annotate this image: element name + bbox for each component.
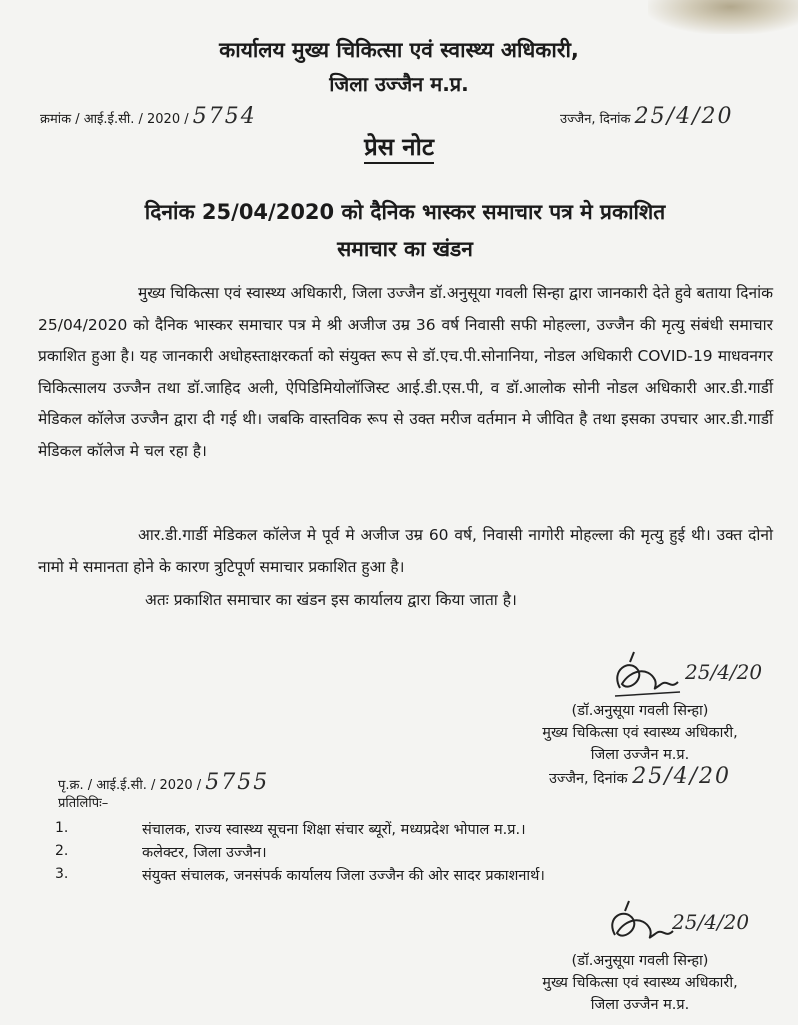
- signatory-name: (डॉ.अनुसूया गवली सिन्हा): [571, 953, 709, 969]
- header-date-line: [560, 104, 733, 129]
- signatory-name: (डॉ.अनुसूया गवली सिन्हा): [571, 703, 709, 719]
- body-paragraph-1: मुख्य चिकित्सा एवं स्वास्थ्य अधिकारी, जिला उज्जैन डॉ.अनुसूया गवली सिन्हा द्वारा जानकारी देते हुवे बताया दिनांक 25/04/2020 को दैनिक भास्कर समाचार पत्र मे श्री अजीज उम्र 36 वर्ष निवासी सफी मोहल्ला, उज्जैन की मृत्यु संबंधी समाचार प्रकाशित हुआ है। यह जानकारी अधोहस्ताक्षरकर्ता को संयुक्त रूप से डॉ.एच.पी.सोनानिया, नोडल अधिकारी COVID-19 माधवनगर चिकित्सालय उज्जैन तथा डॉ.जाहिद अली, ऐपिडिमियोलॉजिस्ट आई.डी.एस.पी, व डॉ.आलोक सोनी नोडल अधिकारी आर.डी.गार्डी मेडिकल कॉलेज उज्जैन द्वारा दी गई थी। जबकि वास्तविक रूप से उक्त मरीज वर्तमान मे जीवित है तथा इसका उपचार आर.डी.गार्डी मेडिकल कॉलेज मे चल रहा है।: [38, 284, 773, 460]
- reference-number: 5754: [192, 104, 257, 129]
- body-paragraph-2: आर.डी.गार्डी मेडिकल कॉलेज मे पूर्व मे अजीज उम्र 60 वर्ष, निवासी नागोरी मोहल्ला की मृत्यु हुई थी। उक्त दोनो नामो मे समानता होने के कारण त्रुटिपूर्ण समाचार प्रकाशित हुआ है।: [38, 526, 773, 576]
- header-date-value: 25/4/20: [634, 104, 734, 129]
- copy-heading: प्रतिलिपिः–: [58, 796, 109, 811]
- copy-item-number: 3.: [55, 866, 69, 882]
- press-note-title: प्रेस नोट: [364, 133, 434, 164]
- office-title: कार्यालय मुख्य चिकित्सा एवं स्वास्थ्य अधिकारी,: [219, 38, 579, 62]
- body-paragraph-3: अतः प्रकाशित समाचार का खंडन इस कार्यालय द्वारा किया जाता है।: [145, 591, 517, 609]
- subject-line-1: दिनांक 25/04/2020 को दैनिक भास्कर समाचार पत्र मे प्रकाशित: [144, 200, 666, 224]
- signatory-designation: मुख्य चिकित्सा एवं स्वास्थ्य अधिकारी,: [542, 725, 738, 741]
- subject-line-2: समाचार का खंडन: [337, 237, 473, 261]
- copy-reference-line: [58, 770, 269, 795]
- copy-item-number: 1.: [55, 820, 69, 836]
- scan-smudge: [648, 0, 798, 34]
- signature-block-2: [500, 950, 780, 1016]
- signature-block-1: [500, 700, 780, 790]
- reference-line: [40, 104, 257, 129]
- signatory-designation: मुख्य चिकित्सा एवं स्वास्थ्य अधिकारी,: [542, 975, 738, 991]
- signature-date-prefix: उज्जैन, दिनांक: [548, 771, 628, 787]
- header-date-prefix: उज्जैन, दिनांक: [560, 112, 631, 127]
- copy-reference-number: 5755: [205, 770, 270, 795]
- signature-2-date: 25/4/20: [672, 910, 750, 934]
- document-title: [0, 130, 798, 163]
- office-district: जिला उज्जैन म.प्र.: [329, 72, 469, 96]
- subject-heading: [60, 194, 750, 268]
- copy-reference-prefix: पृ.क्र. / आई.ई.सी. / 2020 /: [58, 778, 202, 793]
- copy-item-number: 2.: [55, 843, 69, 859]
- signatory-district: जिला उज्जैन म.प्र.: [590, 747, 690, 763]
- copy-item-text: संयुक्त संचालक, जनसंपर्क कार्यालय जिला उज्जैन की ओर सादर प्रकाशनार्थ।: [142, 868, 545, 884]
- signature-date-value: 25/4/20: [632, 764, 732, 789]
- copy-item-text: कलेक्टर, जिला उज्जैन।: [142, 845, 267, 861]
- signatory-district: जिला उज्जैन म.प्र.: [590, 997, 690, 1013]
- signature-1-date: 25/4/20: [685, 660, 763, 684]
- signature-date-line: [500, 766, 780, 790]
- copy-item-text: संचालक, राज्य स्वास्थ्य सूचना शिक्षा संचार ब्यूरों, मध्यप्रदेश भोपाल म.प्र.।: [142, 822, 526, 838]
- reference-prefix: क्रमांक / आई.ई.सी. / 2020 /: [40, 112, 189, 127]
